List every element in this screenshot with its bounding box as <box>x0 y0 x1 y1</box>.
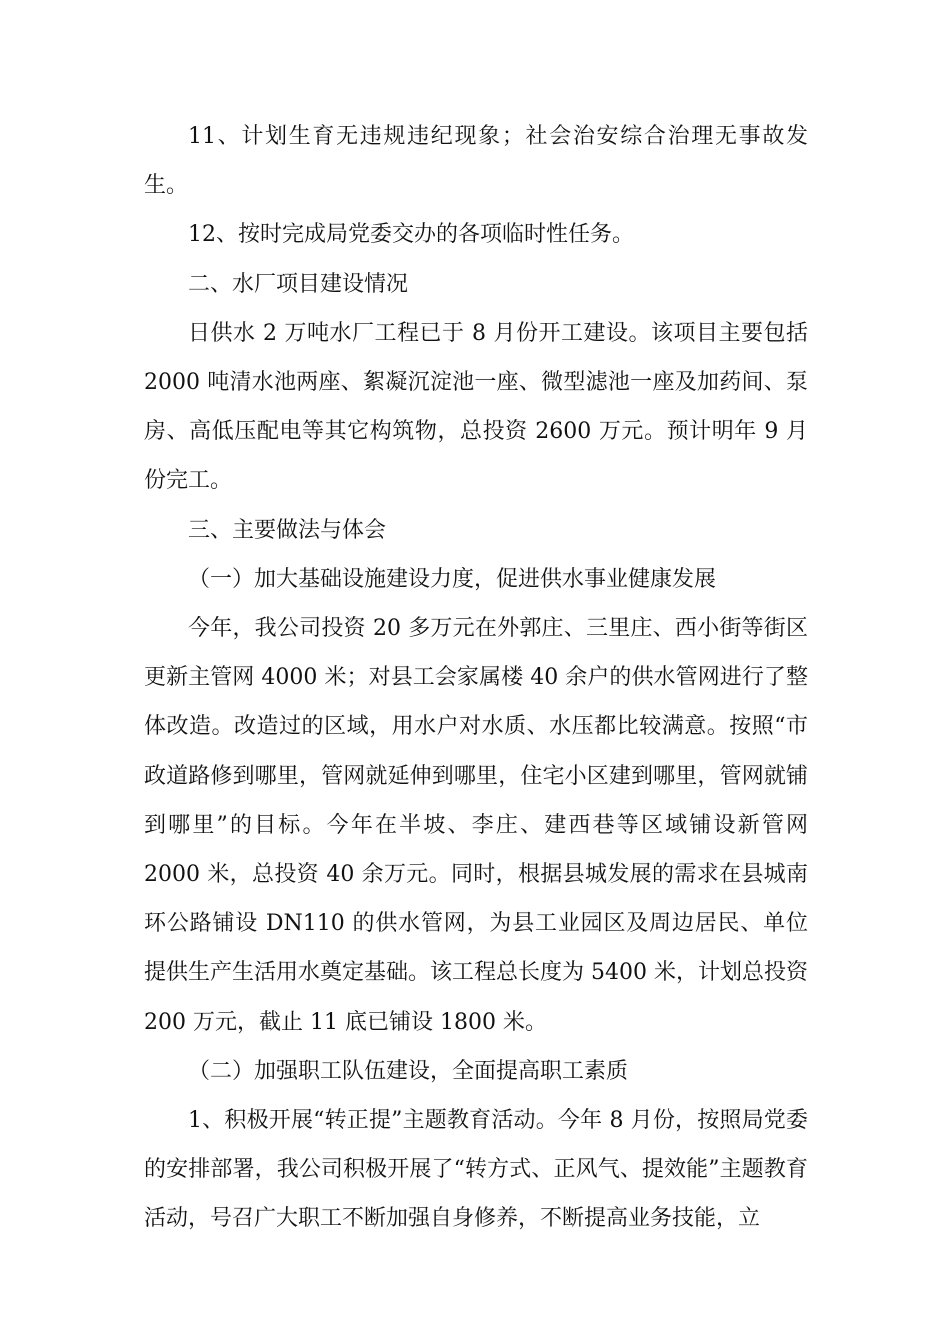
subheading-staff: （二）加强职工队伍建设，全面提高职工素质 <box>188 1058 629 1084</box>
section-heading-practices: 三、主要做法与体会 <box>188 517 387 543</box>
subheading-infrastructure: （一）加大基础设施建设力度，促进供水事业健康发展 <box>188 566 717 592</box>
paragraph-education-activity: 1、积极开展“转正提”主题教育活动。今年 8 月份，按照局党委的安排部署，我公司积极开展了“转方式、正风气、提效能”主题教育活动，号召广大职工不断加强自身修养，不断提高业务技能，立 <box>144 1108 808 1232</box>
paragraph-item-12: 12、按时完成局党委交办的各项临时性任务。 <box>188 222 634 248</box>
section-heading-water-plant: 二、水厂项目建设情况 <box>188 271 409 297</box>
paragraph-infrastructure: 今年，我公司投资 20 多万元在外郭庄、三里庄、西小街等街区更新主管网 4000 米；对县工会家属楼 40 余户的供水管网进行了整体改造。改造过的区域，用水户对水质、水压都比较满意。按照“市政道路修到哪里，管网就延伸到哪里，住宅小区建到哪里，管网就铺到哪里”的目标。今年在半坡、李庄、建西巷等区域铺设新管网 2000 米，总投资 40 余万元。同时，根据县城发展的需求在县城南环公路铺设 DN110 的供水管网，为县工业园区及周边居民、单位提供生产生活用水奠定基础。该工程总长度为 5400 米，计划总投资 200 万元，截止 11 底已铺设 1800 米。 <box>144 616 815 1035</box>
paragraph-item-11: 11、计划生育无违规违纪现象；社会治安综合治理无事故发生。 <box>144 124 808 199</box>
paragraph-water-plant: 日供水 2 万吨水厂工程已于 8 月份开工建设。该项目主要包括 2000 吨清水池两座、絮凝沉淀池一座、微型滤池一座及加药间、泵房、高低压配电等其它构筑物，总投资 2600 万元。预计明年 9 月份完工。 <box>144 320 815 494</box>
document-page <box>144 112 815 1244</box>
